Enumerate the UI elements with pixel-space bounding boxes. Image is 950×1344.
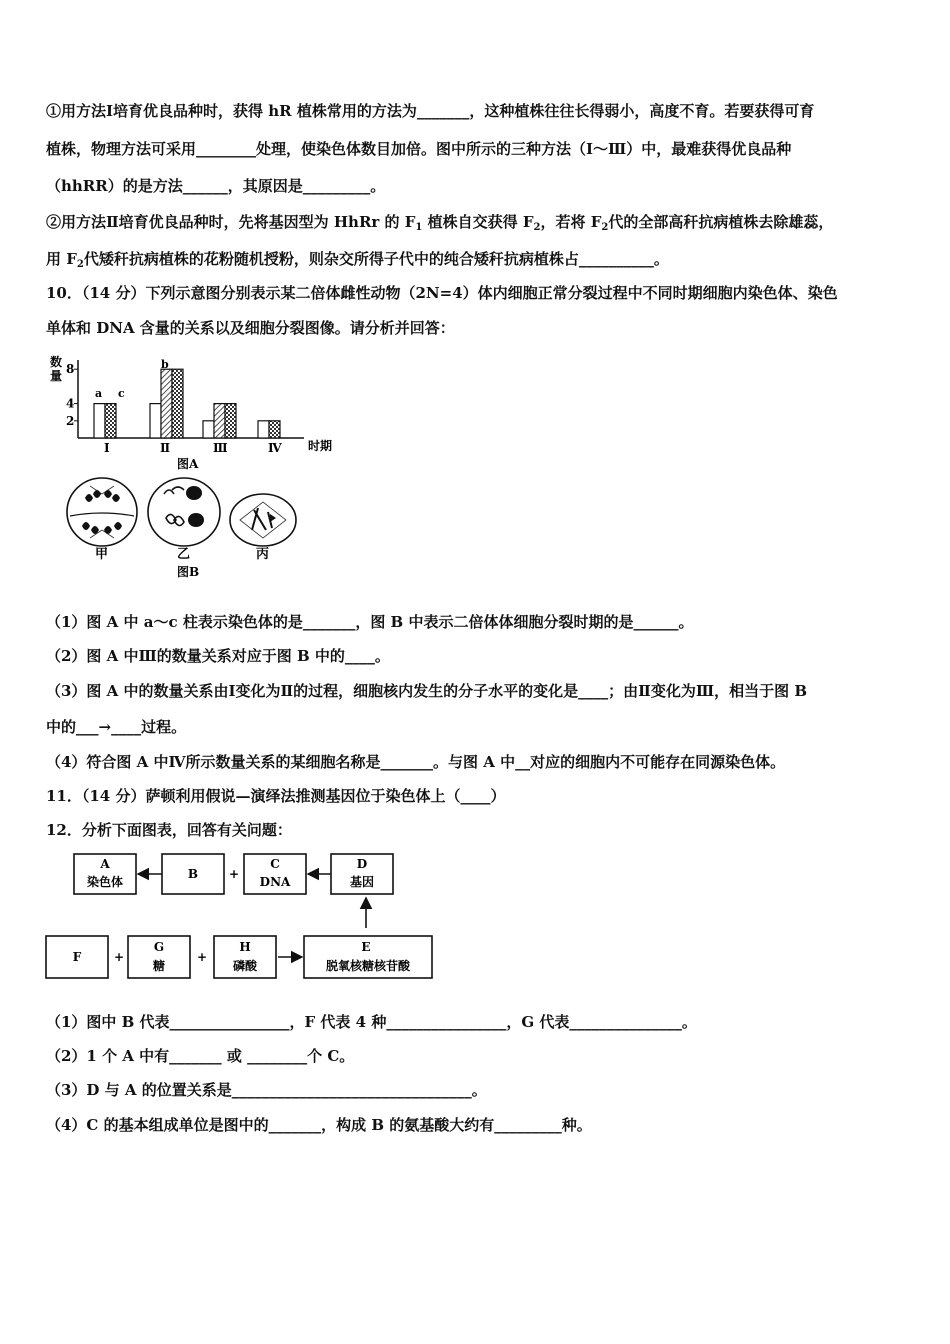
bar-b-3 (214, 404, 225, 438)
q12-part1: （1）图中 B 代表________________，F 代表 4 种________________，G 代表_______________。 (46, 1013, 697, 1031)
svg-text:D: D (356, 857, 368, 871)
x-axis-label: 时期 (308, 439, 333, 453)
bar-c-3 (225, 404, 236, 438)
figure-a-chart (46, 352, 356, 477)
svg-text:F: F (72, 950, 82, 964)
q9-line5: 用 $F_2$代矮秆抗病植株的花粉随机授粉，则杂交所得子代中的纯合矮秆抗病植株占__________。 (46, 250, 669, 270)
q11-text: 11．（14 分）萨顿利用假说—演绎法推测基因位于染色体上（____） (46, 787, 506, 805)
q10-part3a: （3）图 A 中的数量关系由Ⅰ变化为Ⅱ的过程，细胞核内发生的分子水平的变化是____；由Ⅱ变化为Ⅲ，相当于图 B (46, 682, 807, 700)
q9-line4: ②用方法Ⅱ培育优良品种时，先将基因型为 HhRr 的 $F_1$ 植株自交获得 $F_2$，若将 $F_2$代的全部高秆抗病植株去除雄蕊， (46, 213, 834, 233)
q10-part2: （2）图 A 中Ⅲ的数量关系对应于图 B 中的____。 (46, 647, 390, 665)
svg-text:染色体: 染色体 (86, 875, 124, 889)
y-axis-label-2: 量 (50, 369, 63, 383)
q9-line3: （hhRR）的是方法______，其原因是_________。 (46, 177, 386, 195)
x-category-label-4: Ⅳ (268, 441, 282, 455)
series-label-b: b (161, 358, 169, 371)
bar-a-2 (150, 404, 161, 438)
svg-text:+: + (228, 867, 240, 881)
y-tick-label-8: 8 (66, 362, 75, 377)
svg-text:基因: 基因 (349, 875, 375, 889)
q10-part4: （4）符合图 A 中Ⅳ所示数量关系的某细胞名称是_______。与图 A 中__对应的细胞内不可能存在同源染色体。 (46, 753, 786, 771)
svg-text:H: H (239, 940, 251, 954)
svg-text:B: B (187, 867, 199, 881)
svg-text:+: + (196, 950, 208, 964)
cell-label-jia: 甲 (95, 547, 109, 562)
q12-part3: （3）D 与 A 的位置关系是________________________________。 (46, 1081, 487, 1099)
figure-b-caption: 图B (177, 565, 200, 579)
figure-a-caption: 图A (177, 457, 199, 471)
bar-a-4 (258, 421, 269, 438)
svg-text:E: E (361, 940, 371, 954)
bar-c-2 (172, 369, 183, 438)
series-label-c: c (118, 387, 125, 400)
y-axis-label-1: 数 (50, 355, 63, 369)
q10-part3b: 中的___→____过程。 (46, 718, 187, 736)
svg-text:脱氧核糖核苷酸: 脱氧核糖核苷酸 (325, 959, 411, 973)
q10-part1: （1）图 A 中 a～c 柱表示染色体的是_______，图 B 中表示二倍体体细胞分裂时期的是______。 (46, 613, 694, 631)
svg-text:C: C (270, 857, 280, 871)
bar-a-3 (203, 421, 214, 438)
series-label-a: a (95, 387, 103, 400)
cell-bing (230, 494, 296, 546)
bar-b-2 (161, 369, 172, 438)
y-tick-label-4: 4 (66, 396, 75, 411)
q9-line2: 植株，物理方法可采用________处理，使染色体数目加倍。图中所示的三种方法（Ⅰ～Ⅲ）中，最难获得优良品种 (46, 140, 792, 158)
q10-line2: 单体和 DNA 含量的关系以及细胞分裂图像。请分析并回答： (46, 319, 455, 337)
bar-c-4 (269, 421, 280, 438)
y-tick-label-2: 2 (66, 413, 75, 428)
svg-text:磷酸: 磷酸 (232, 959, 258, 973)
q10-line1: 10．（14 分）下列示意图分别表示某二倍体雌性动物（2N=4）体内细胞正常分裂过程中不同时期细胞内染色体、染色 (46, 284, 838, 302)
x-category-label-1: Ⅰ (104, 441, 110, 455)
bar-a-1 (94, 404, 105, 438)
cell-jia (67, 478, 137, 546)
figure-b-cells (60, 472, 310, 582)
svg-text:DNA: DNA (259, 875, 291, 889)
svg-text:+: + (113, 950, 125, 964)
svg-text:糖: 糖 (152, 959, 166, 973)
svg-text:G: G (153, 940, 165, 954)
x-category-label-3: Ⅲ (213, 441, 228, 455)
bar-c-1 (105, 404, 116, 438)
q9-line1: ①用方法Ⅰ培育优良品种时，获得 hR 植株常用的方法为_______，这种植株往往长得弱小，高度不育。若要获得可育 (46, 102, 815, 120)
cell-label-bing: 丙 (256, 547, 270, 562)
q12-part4: （4）C 的基本组成单位是图中的_______，构成 B 的氨基酸大约有_________种。 (46, 1116, 592, 1134)
q12-part2: （2）1 个 A 中有_______ 或 ________个 C。 (46, 1047, 355, 1065)
svg-text:A: A (100, 857, 110, 871)
cell-label-yi: 乙 (177, 547, 191, 562)
cell-yi (148, 478, 220, 546)
x-category-label-2: Ⅱ (160, 441, 171, 455)
q12-title: 12．分析下面图表，回答有关问题： (46, 821, 292, 839)
figure-q12-diagram (44, 848, 444, 983)
